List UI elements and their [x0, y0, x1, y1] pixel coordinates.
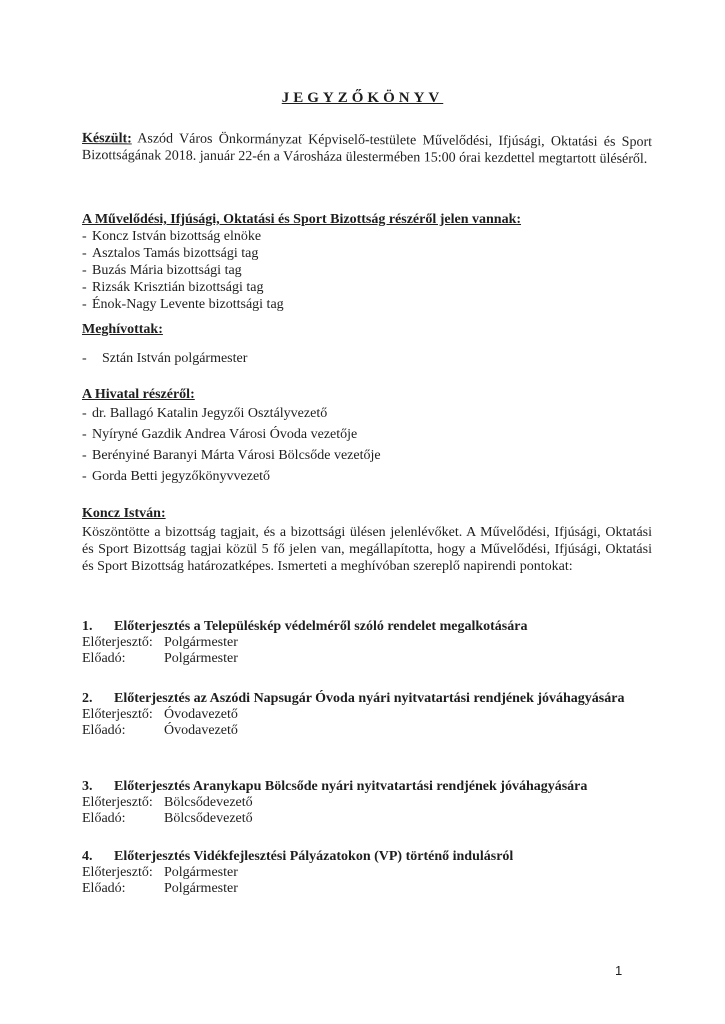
submitter-label: Előterjesztő:: [82, 707, 153, 722]
presenter-value: Bölcsődevezető: [164, 811, 253, 826]
submitter-value: Polgármester: [164, 635, 238, 650]
agenda-title: Előterjesztés a Településkép védelméről szóló rendelet megalkotására: [114, 619, 528, 634]
intro-paragraph: [82, 130, 652, 168]
present-section: [82, 212, 662, 313]
presenter-label: Előadó:: [82, 881, 126, 896]
presenter-value: Polgármester: [164, 881, 238, 896]
list-item: - Asztalos Tamás bizottsági tag: [82, 245, 662, 262]
list-item: - Énok-Nagy Levente bizottsági tag: [82, 296, 662, 313]
speaker-section: [82, 506, 652, 575]
submitter-value: Bölcsődevezető: [164, 795, 253, 810]
presenter-label: Előadó:: [82, 723, 126, 738]
page-number: 1: [615, 963, 623, 978]
agenda-item: [82, 848, 652, 897]
agenda-title: Előterjesztés az Aszódi Napsugár Óvoda nyári nyitvatartási rendjének jóváhagyására: [114, 691, 625, 706]
agenda-item: [82, 690, 652, 739]
submitter-label: Előterjesztő:: [82, 865, 153, 880]
office-list: [82, 403, 662, 487]
list-item: - Berényiné Baranyi Márta Városi Bölcsőde vezetője: [82, 445, 662, 466]
list-item: - Sztán István polgármester: [82, 350, 662, 367]
office-heading: A Hivatal részéről:: [82, 387, 195, 402]
page-title: JEGYZŐKÖNYV: [281, 90, 444, 106]
submitter-label: Előterjesztő:: [82, 635, 153, 650]
present-heading: A Művelődési, Ifjúsági, Oktatási és Sport Bizottság részéről jelen vannak:: [82, 212, 522, 227]
intro-label: Készült:: [82, 131, 132, 147]
invited-section: [82, 322, 662, 367]
presenter-label: Előadó:: [82, 811, 126, 826]
presenter-label: Előadó:: [82, 651, 126, 666]
agenda-number: 3.: [82, 779, 93, 794]
agenda-item: [82, 618, 652, 667]
present-list: [82, 228, 662, 313]
agenda-number: 1.: [82, 619, 93, 634]
list-item: - Nyíryné Gazdik Andrea Városi Óvoda vezetője: [82, 424, 662, 445]
list-item: - Buzás Mária bizottsági tag: [82, 262, 662, 279]
submitter-value: Óvodavezető: [164, 707, 238, 722]
presenter-value: Polgármester: [164, 651, 238, 666]
agenda-title: Előterjesztés Aranykapu Bölcsőde nyári nyitvatartási rendjének jóváhagyására: [114, 779, 588, 794]
presenter-value: Óvodavezető: [164, 723, 238, 738]
agenda-item: [82, 778, 652, 827]
submitter-label: Előterjesztő:: [82, 795, 153, 810]
list-item: - Gorda Betti jegyzőkönyvvezető: [82, 466, 662, 487]
speaker-text: Köszöntötte a bizottság tagjait, és a bizottsági ülésen jelenlévőket. A Művelődési, Ifjúsági, Oktatási és Sport Bizottság tagjai közül 5 fő jelen van, megállapította, hogy a Művelődési, Ifjúsági, Oktatási és Sport Bizottság határozatképes. Ismerteti a meghívóban szereplő napirendi pontokat:: [82, 525, 652, 574]
agenda-number: 2.: [82, 691, 93, 706]
list-item: - dr. Ballagó Katalin Jegyzői Osztályvezető: [82, 403, 662, 424]
list-item: - Rizsák Krisztián bizottsági tag: [82, 279, 662, 296]
invited-heading: Meghívottak:: [82, 322, 163, 337]
agenda-number: 4.: [82, 849, 93, 864]
speaker-name: Koncz István:: [82, 506, 166, 521]
agenda-title: Előterjesztés Vidékfejlesztési Pályázatokon (VP) történő indulásról: [114, 849, 514, 864]
submitter-value: Polgármester: [164, 865, 238, 880]
list-item: - Koncz István bizottság elnöke: [82, 228, 662, 245]
intro-text: Aszód Város Önkormányzat Képviselő-testülete Művelődési, Ifjúsági, Oktatási és Sport Bizottságának 2018. január 22-én a Városháza ülestermében 15:00 órai kezdettel megtartott üléséről.: [81, 131, 653, 167]
invited-list: [82, 350, 662, 367]
office-section: [82, 387, 662, 487]
